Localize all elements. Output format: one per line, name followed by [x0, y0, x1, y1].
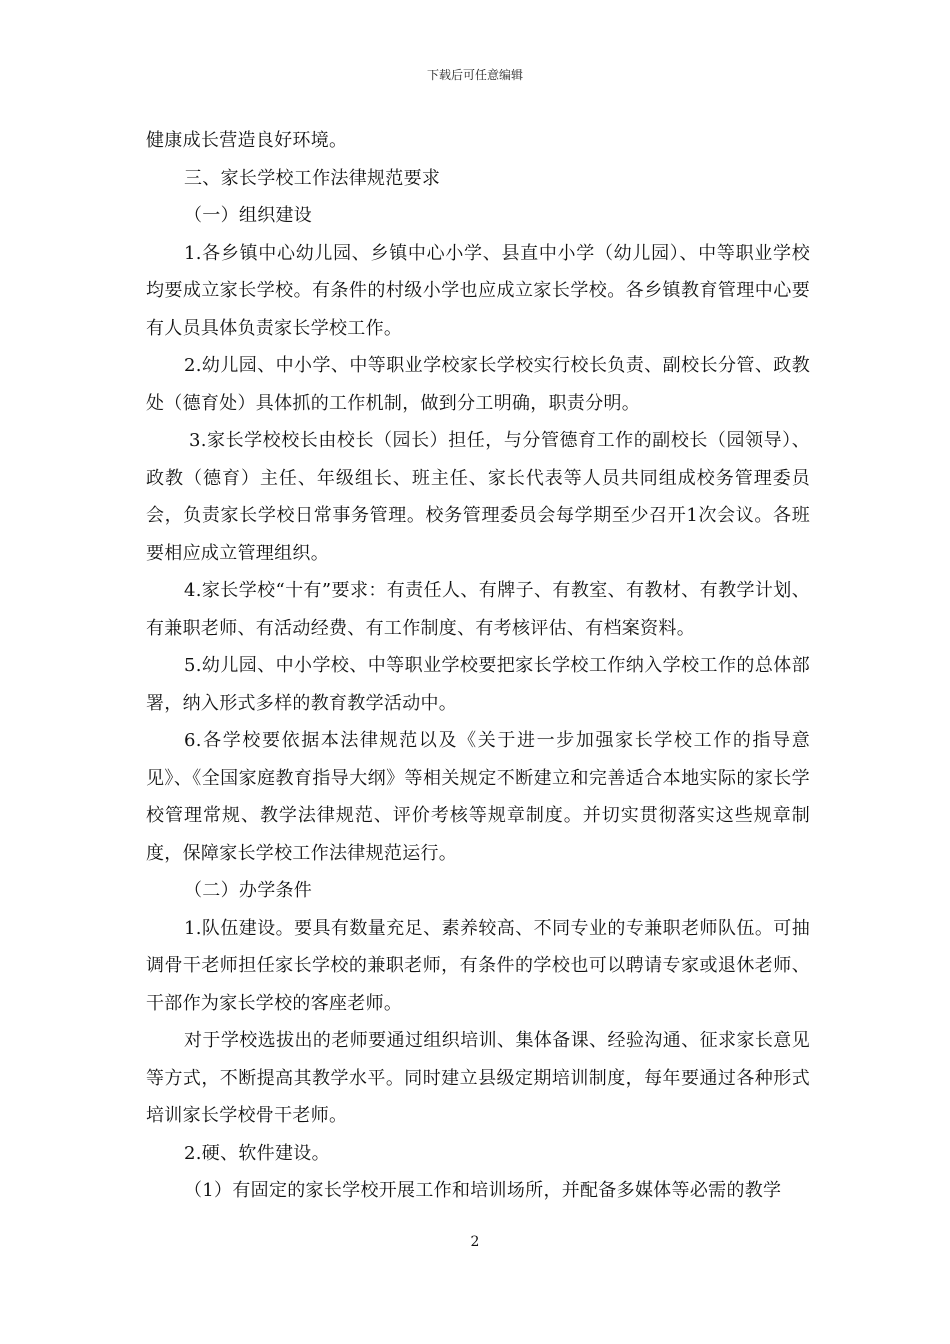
- paragraph: 4.家长学校“十有”要求：有责任人、有牌子、有教室、有教材、有教学计划、有兼职老师、有活动经费、有工作制度、有考核评估、有档案资料。: [146, 580, 810, 639]
- paragraph: 2.硬、软件建设。: [184, 1142, 330, 1164]
- paragraph: 1.队伍建设。要具有数量充足、素养较高、不同专业的专兼职老师队伍。可抽调骨干老师担任家长学校的兼职老师，有条件的学校也可以聘请专家或退休老师、干部作为家长学校的客座老师。: [146, 917, 810, 1014]
- paragraph: 对于学校选拔出的老师要通过组织培训、集体备课、经验沟通、征求家长意见等方式，不断提高其教学水平。同时建立县级定期培训制度，每年要通过各种形式培训家长学校骨干老师。: [146, 1030, 810, 1126]
- paragraph: （1）有固定的家长学校开展工作和培训场所，并配备多媒体等必需的教学: [184, 1180, 782, 1201]
- section-heading: 三、家长学校工作法律规范要求: [184, 167, 441, 189]
- subsection-heading: （二）办学条件: [184, 880, 313, 901]
- paragraph: 2.幼儿园、中小学、中等职业学校家长学校实行校长负责、副校长分管、政教处（德育处）具体抓的工作机制，做到分工明确，职责分明。: [146, 355, 810, 414]
- subsection-heading: （一）组织建设: [184, 205, 313, 226]
- paragraph: 6.各学校要依据本法律规范以及《关于进一步加强家长学校工作的指导意见》、《全国家庭教育指导大纲》等相关规定不断建立和完善适合本地实际的家长学校管理常规、教学法律规范、评价考核等规章制度。并切实贯彻落实这些规章制度，保障家长学校工作法律规范运行。: [146, 730, 810, 864]
- paragraph: 3.家长学校校长由校长（园长）担任，与分管德育工作的副校长（园领导）、政教（德育）主任、年级组长、班主任、家长代表等人员共同组成校务管理委员会，负责家长学校日常事务管理。校务管理委员会每学期至少召开1次会议。各班要相应成立管理组织。: [146, 430, 810, 564]
- page-header: 下载后可任意编辑: [426, 68, 523, 82]
- document-body: [146, 122, 810, 1210]
- paragraph: 5.幼儿园、中小学校、中等职业学校要把家长学校工作纳入学校工作的总体部署，纳入形式多样的教育教学活动中。: [146, 655, 810, 714]
- paragraph: 1.各乡镇中心幼儿园、乡镇中心小学、县直中小学（幼儿园）、中等职业学校均要成立家长学校。有条件的村级小学也应成立家长学校。各乡镇教育管理中心要有人员具体负责家长学校工作。: [146, 242, 810, 339]
- page-number: 2: [470, 1234, 480, 1250]
- paragraph: 健康成长营造良好环境。: [146, 130, 348, 151]
